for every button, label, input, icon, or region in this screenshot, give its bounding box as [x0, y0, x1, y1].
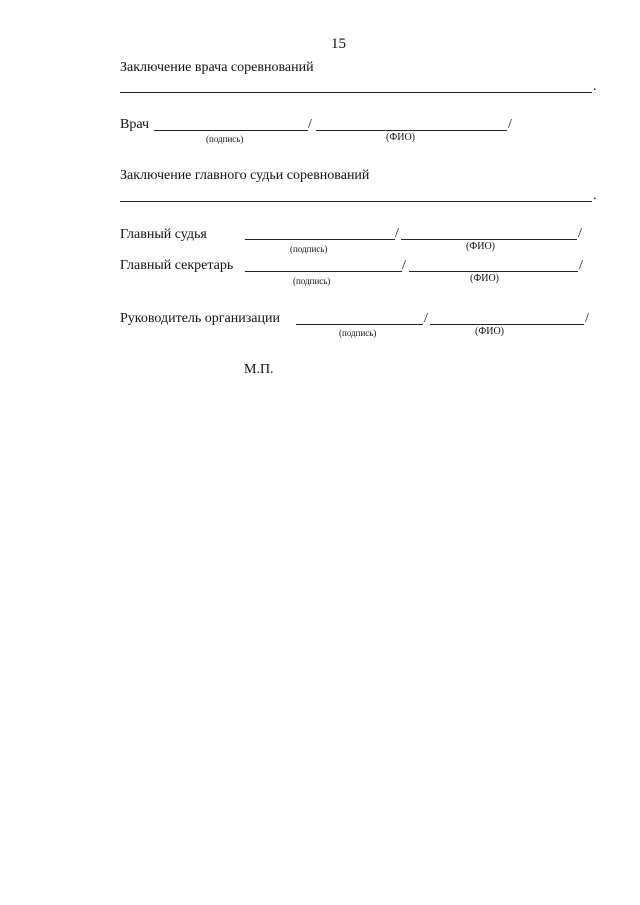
- doctor-conclusion-line-end: .: [593, 79, 597, 94]
- org-head-label: Руководитель организации: [120, 311, 280, 326]
- doctor-signature-line[interactable]: [154, 130, 308, 131]
- org-head-name-caption: (ФИО): [475, 326, 505, 337]
- doctor-name-line[interactable]: [316, 130, 507, 131]
- org-head-name-line[interactable]: [430, 324, 584, 325]
- chief-judge-conclusion-line[interactable]: [120, 201, 592, 202]
- doctor-label: Врач: [120, 117, 150, 132]
- chief-judge-name-caption: (ФИО): [466, 241, 496, 252]
- chief-secretary-signature-caption: (подпись): [293, 276, 331, 286]
- doctor-slash-1: /: [308, 117, 312, 132]
- chief-secretary-label: Главный секретарь: [120, 258, 234, 273]
- chief-judge-label: Главный судья: [120, 227, 207, 242]
- doctor-name-caption: (ФИО): [386, 132, 416, 143]
- doctor-conclusion-line[interactable]: [120, 92, 592, 93]
- chief-secretary-name-line[interactable]: [409, 271, 578, 272]
- doctor-signature-caption: (подпись): [206, 134, 244, 144]
- org-head-slash-1: /: [424, 311, 428, 326]
- chief-secretary-slash-2: /: [579, 258, 583, 273]
- doctor-conclusion-heading: Заключение врача соревнований: [120, 60, 314, 75]
- chief-judge-name-line[interactable]: [401, 239, 577, 240]
- chief-judge-slash-2: /: [578, 226, 582, 241]
- chief-judge-signature-line[interactable]: [245, 239, 395, 240]
- chief-secretary-name-caption: (ФИО): [470, 273, 500, 284]
- chief-secretary-slash-1: /: [402, 258, 406, 273]
- chief-judge-conclusion-heading: Заключение главного судьи соревнований: [120, 168, 370, 183]
- chief-judge-conclusion-line-end: .: [593, 188, 597, 203]
- stamp-place-label: М.П.: [244, 362, 274, 377]
- org-head-signature-caption: (подпись): [339, 328, 377, 338]
- page-number: 15: [331, 36, 346, 52]
- chief-secretary-signature-line[interactable]: [245, 271, 402, 272]
- org-head-slash-2: /: [585, 311, 589, 326]
- org-head-signature-line[interactable]: [296, 324, 423, 325]
- chief-judge-signature-caption: (подпись): [290, 244, 328, 254]
- chief-judge-slash-1: /: [395, 226, 399, 241]
- doctor-slash-2: /: [508, 117, 512, 132]
